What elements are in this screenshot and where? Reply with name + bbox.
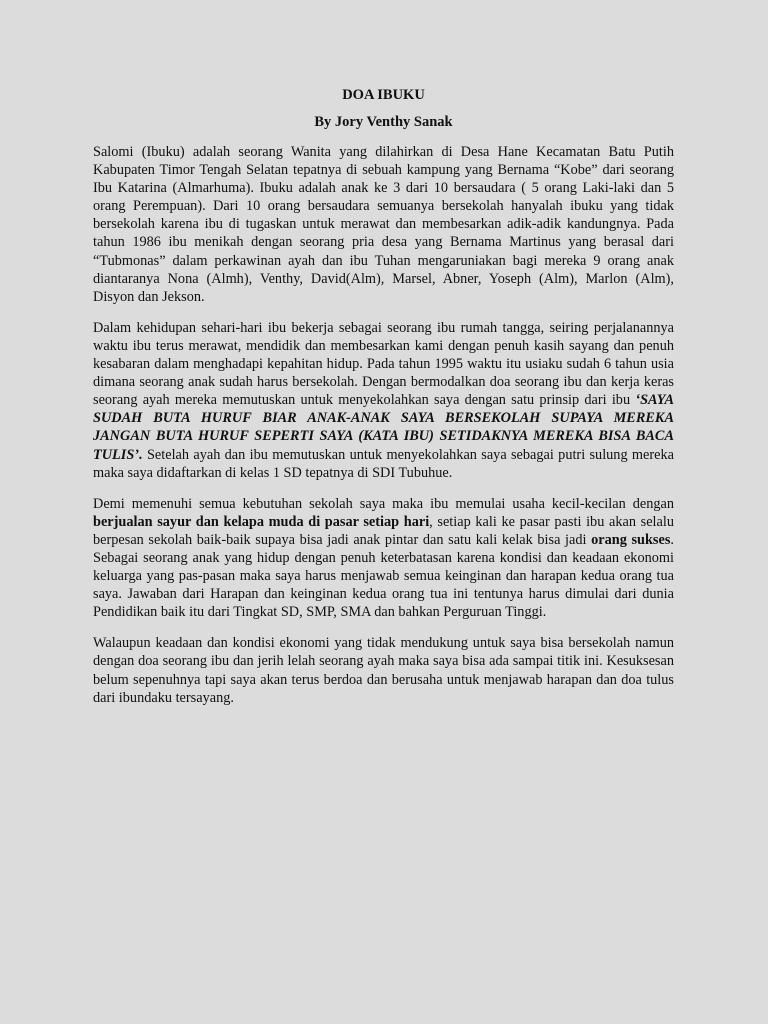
- paragraph-3-bold-2: orang sukses: [591, 531, 671, 548]
- paragraph-4-text: Walaupun keadaan dan kondisi ekonomi yang tidak mendukung untuk saya bisa bersekolah namun dengan doa seorang ibu dan jerih lelah seorang ayah maka saya bisa ada sampai titik ini. Kesuksesan belum sepenuhnya tapi saya akan terus berdoa dan berusaha untuk menjawab harapan dan doa tulus dari ibundaku tersayang.: [93, 635, 674, 706]
- paragraph-3-bold-1: berjualan sayur dan kelapa muda di pasar setiap hari: [93, 513, 430, 530]
- paragraph-4: [93, 634, 674, 706]
- paragraph-2-text-a: Dalam kehidupan sehari-hari ibu bekerja sebagai seorang ibu rumah tangga, seiring perjalanannya waktu ibu terus merawat, mendidik dan membesarkan kami dengan penuh kasih sayang dan penuh kesabaran dalam menghadapi kepahitan hidup. Pada tahun 1995 waktu itu usiaku sudah 6 tahun usia dimana seorang anak sudah harus bersekolah. Dengan bermodalkan doa seorang ibu dan kerja keras seorang ayah mereka memutuskan untuk menyekolahkan saya dengan satu prinsip dari ibu: [93, 319, 674, 409]
- paragraph-3-text-b: , setiap kali ke pasar pasti ibu akan selalu berpesan sekolah baik-baik supaya bisa jadi anak pintar dan satu kali kelak bisa jadi: [93, 513, 674, 548]
- paragraph-3-text-a: Demi memenuhi semua kebutuhan sekolah saya maka ibu memulai usaha kecil-kecilan dengan: [93, 495, 674, 512]
- paragraph-3-text-c: . Sebagai seorang anak yang hidup dengan penuh keterbatasan karena kondisi dan keadaan ekonomi keluarga yang pas-pasan maka saya harus menjawab semua keinginan dan harapan kedua orang tua saya. Jawaban dari Harapan dan keinginan kedua orang tua ini tentunya harus dimulai dari dunia Pendidikan baik itu dari Tingkat SD, SMP, SMA dan bahkan Perguruan Tinggi.: [93, 531, 674, 621]
- document-body: [93, 86, 674, 720]
- paragraph-1-text: Salomi (Ibuku) adalah seorang Wanita yang dilahirkan di Desa Hane Kecamatan Batu Putih Kabupaten Timor Tengah Selatan tepatnya di sebuah kampung yang Bernama “Kobe” dari seorang Ibu Katarina (Almarhuma). Ibuku adalah anak ke 3 dari 10 bersaudara ( 5 orang Laki-laki dan 5 orang Perempuan). Dari 10 orang bersaudara semuanya bersekolah hanyalah ibuku yang tidak bersekolah karena ibu di tugaskan untuk merawat dan membesarkan adik-adik kandungnya. Pada tahun 1986 ibu menikah dengan seorang pria desa yang Bernama Martinus yang berasal dari “Tubmonas” dalam perkawinan ayah dan ibu Tuhan mengaruniakan bagi mereka 9 orang anak diantaranya Nona (Almh), Venthy, David(Alm), Marsel, Abner, Yoseph (Alm), Marlon (Alm), Disyon dan Jekson.: [93, 144, 674, 305]
- paragraph-3: [93, 495, 674, 622]
- document-title: DOA IBUKU: [342, 87, 425, 103]
- paragraph-1: [93, 143, 674, 306]
- paragraph-2-quote: ‘SAYA SUDAH BUTA HURUF BIAR ANAK-ANAK SAYA BERSEKOLAH SUPAYA MEREKA JANGAN BUTA HURUF SEPERTI SAYA (KATA IBU) SETIDAKNYA MEREKA BISA BACA TULIS’.: [93, 392, 674, 463]
- paragraph-2: [93, 319, 674, 482]
- paragraph-2-text-b: Setelah ayah dan ibu memutuskan untuk menyekolahkan saya sebagai putri sulung mereka maka saya didaftarkan di kelas 1 SD tepatnya di SDI Tubuhue.: [93, 446, 674, 481]
- document-byline: By Jory Venthy Sanak: [314, 114, 453, 130]
